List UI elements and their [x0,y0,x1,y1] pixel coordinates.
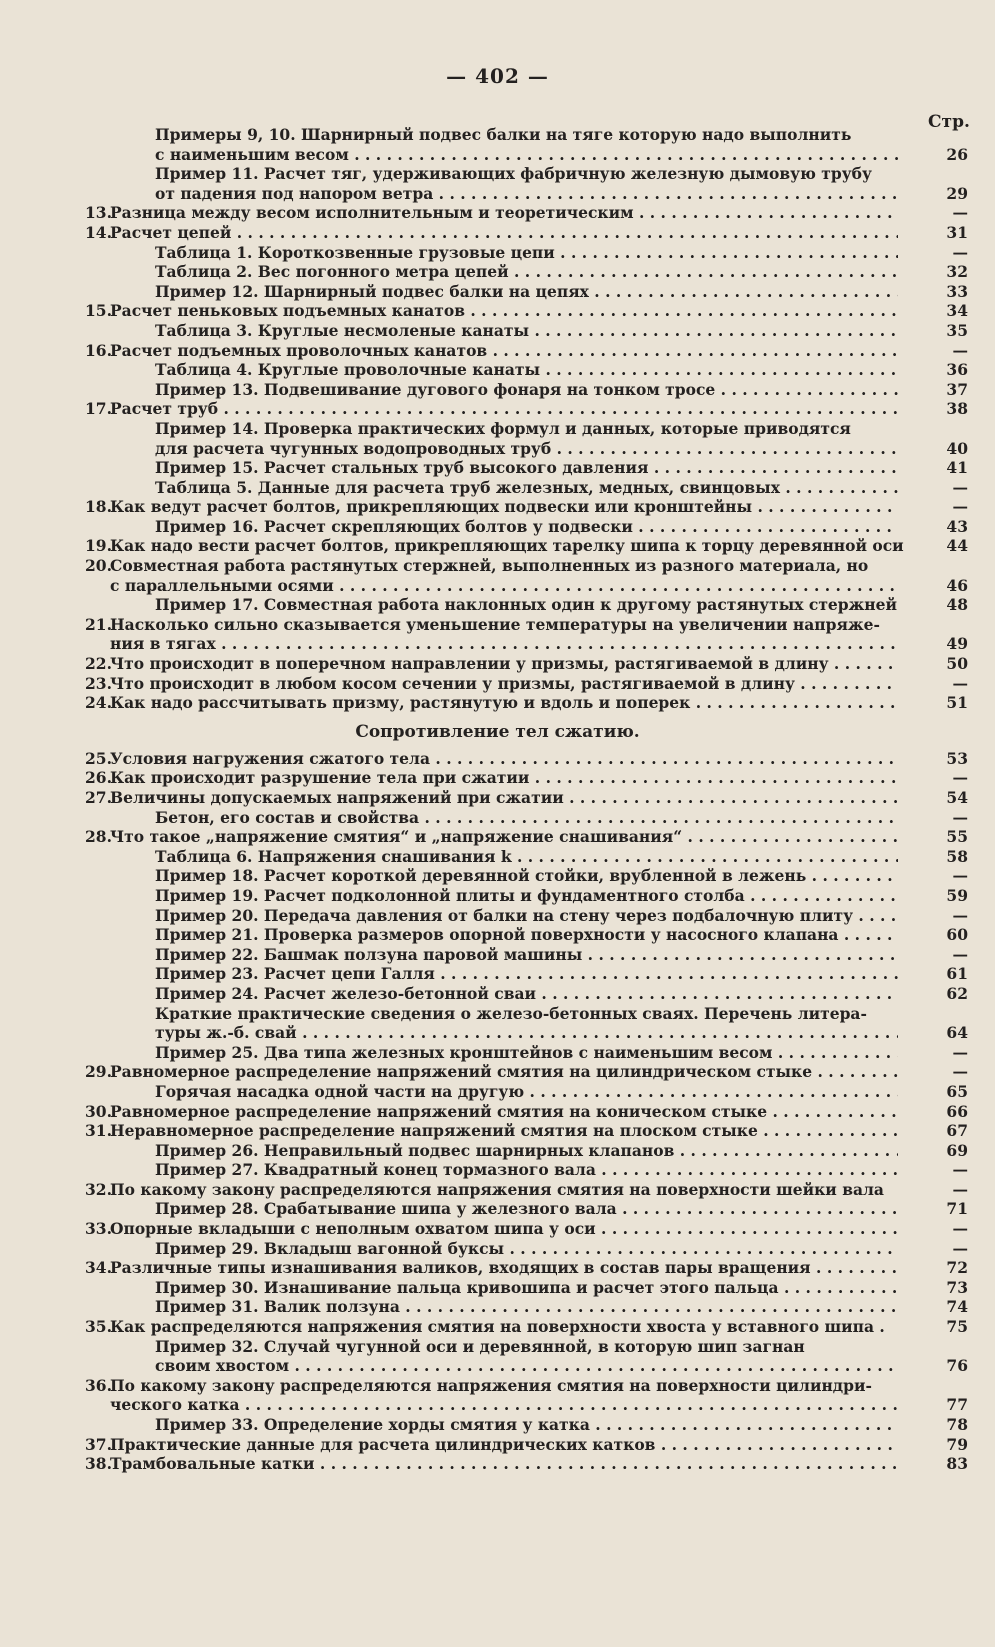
toc-entry [0,1376,995,1396]
toc-entry-page: 69 [946,1140,968,1160]
toc-part-tension [0,125,995,713]
toc-entry-number: 38. [85,1454,112,1474]
toc-entry [0,866,995,886]
toc-entry-title: Пример 12. Шарнирный подвес балки на цепях . . . [155,282,898,302]
toc-entry [0,184,995,204]
toc-entry [0,1180,995,1200]
toc-entry-page: — [952,1160,968,1180]
toc-entry-number: 26. [85,768,112,788]
toc-entry-title: Как распределяются напряжения смятия на поверхности хвоста у вставного шипа . [110,1317,885,1337]
toc-entry-number: 34. [85,1258,112,1278]
toc-entry-title: Таблица 1. Короткозвенные грузовые цепи . . . [155,243,898,263]
toc-entry-line [0,439,898,459]
toc-entry-title: Пример 28. Срабатывание шипа у железного вала . . . [155,1199,898,1219]
toc-entry-page: 54 [946,788,968,807]
toc-entry-title: Краткие практические сведения о железо-бетонных сваях. Перечень литера- [155,1003,867,1023]
toc-entry-page: 66 [946,1101,968,1121]
toc-entry [0,1199,995,1219]
toc-entry-title: Бетон, его состав и свойства . . . [155,808,898,828]
toc-entry-line [0,360,898,380]
toc-entry-page: — [952,340,968,360]
toc-entry-line [0,1454,898,1474]
toc-entry [0,497,995,517]
toc-entry [0,1337,995,1357]
toc-entry-line [0,964,898,984]
toc-entry [0,576,995,596]
toc-entry [0,223,995,243]
toc-entry-number: 23. [85,673,112,693]
toc-entry [0,478,995,498]
toc-entry-title: Как ведут расчет болтов, прикрепляющих подвески или кронштейны . . . [110,497,898,517]
toc-entry-page: 32 [946,262,968,282]
toc-entry-title: По какому закону распределяются напряжения смятия на поверхности цилиндри- [110,1375,872,1395]
toc-entry-number: 14. [85,222,112,242]
toc-entry-line [0,984,898,1004]
toc-entry-line [0,1141,898,1161]
toc-entry-page: 53 [946,748,968,768]
toc-entry-title: Таблица 4. Круглые проволочные канаты . . . [155,360,898,380]
toc-entry-page: 77 [946,1395,968,1415]
toc-entry-line [0,458,898,478]
toc-entry-title: Трамбовальные катки . . . [110,1454,898,1474]
toc-entry-line [0,556,960,576]
toc-entry-page: 58 [946,846,968,866]
toc-entry [0,556,995,576]
toc-entry [0,1454,995,1474]
toc-entry [0,145,995,165]
toc-entry [0,1082,995,1102]
toc-entry [0,517,995,537]
toc-entry-line [0,1102,898,1122]
toc-entry [0,360,995,380]
toc-entry [0,439,995,459]
toc-entry-title: Насколько сильно сказывается уменьшение температуры на увеличении напряже- [110,614,880,634]
toc-entry-page: 36 [946,360,968,380]
toc-entry [0,925,995,945]
toc-entry-page: 73 [946,1277,968,1297]
toc-entry-page: 65 [946,1081,968,1101]
toc-entry-title: Пример 29. Вкладыш вагонной буксы . . . [155,1239,898,1259]
toc-entry-page: 59 [946,885,968,905]
toc-entry [0,1043,995,1063]
toc-entry-title: Таблица 6. Напряжения снашивания k . . . [155,847,898,867]
toc-entry [0,1415,995,1435]
toc-entry-title: Что происходит в любом косом сечении у призмы, растягиваемой в длину . . . [110,674,898,694]
toc-entry-line [0,1043,898,1063]
toc-entry [0,1258,995,1278]
toc-entry [0,262,995,282]
toc-entry-title: с наименьшим весом . . . [155,145,898,165]
toc-entry-title: Пример 26. Неправильный подвес шарнирных клапанов . . . [155,1141,898,1161]
toc-entry [0,615,995,635]
toc-entry-title: Пример 30. Изнашивание пальца кривошипа и расчет этого пальца . . . [155,1278,898,1298]
toc-entry [0,595,995,615]
toc-entry [0,768,995,788]
toc-entry-title: Пример 32. Случай чугунной оси и деревянной, в которую шип загнан [155,1336,805,1356]
toc-entry [0,1356,995,1376]
toc-entry-page: — [952,807,968,827]
toc-entry-page: 78 [946,1415,968,1434]
toc-entry-number: 36. [85,1375,112,1395]
toc-entry-line [0,768,898,788]
toc-entry-line [0,1239,898,1259]
toc-entry-line [0,1297,898,1317]
toc-entry-number: 37. [85,1434,112,1454]
toc-entry [0,125,995,145]
toc-entry-number: 30. [85,1101,112,1121]
toc-entry [0,321,995,341]
toc-entry-page: 55 [946,827,968,847]
toc-entry-title: Расчет подъемных проволочных канатов . . . [110,341,898,361]
toc-entry-line [0,478,898,498]
toc-entry-line [0,1160,898,1180]
toc-entry-number: 13. [85,203,112,223]
toc-entry-page: — [952,242,968,262]
toc-entry-page: 51 [946,693,968,713]
toc-entry-title: Расчет пеньковых подъемных канатов . . . [110,301,898,321]
toc-entry-title: Как надо рассчитывать призму, растянутую и вдоль и поперек . . . [110,693,898,713]
toc-entry-title: ния в тягах . . . [110,634,898,654]
toc-entry [0,1278,995,1298]
toc-entry-line [0,282,898,302]
toc-entry-page: 43 [946,516,968,536]
toc-entry [0,749,995,769]
toc-entry-line [0,380,898,400]
toc-entry-number: 27. [85,788,112,807]
toc-entry-line [0,262,898,282]
toc-entry-number: 25. [85,748,112,768]
toc-entry [0,1297,995,1317]
toc-entry-line [0,1082,898,1102]
toc-entry-number: 15. [85,301,112,321]
toc-entry-line [0,615,960,635]
toc-entry-number: 29. [85,1062,112,1082]
toc-entry [0,282,995,302]
toc-entry-page: 41 [946,458,968,478]
toc-entry-number: 18. [85,497,112,517]
toc-entry [0,458,995,478]
toc-entry-line [0,886,898,906]
toc-entry-page: — [952,1179,968,1199]
toc-entry [0,536,995,556]
toc-entry [0,634,995,654]
toc-entry-page: — [952,1062,968,1082]
toc-entry [0,1395,995,1415]
toc-entry-title: Пример 18. Расчет короткой деревянной стойки, врубленной в лежень . . . [155,866,898,886]
toc-entry-line [0,595,960,615]
toc-entry-page: 38 [946,399,968,419]
toc-entry-page: 60 [946,925,968,945]
toc-entry-page: 46 [946,575,968,595]
toc-entry-title: Таблица 3. Круглые несмоленые канаты . . . [155,321,898,341]
toc-entry [0,984,995,1004]
toc-entry-page: 74 [946,1297,968,1317]
toc-entry-page: 26 [946,144,968,164]
toc-entry-line [0,223,898,243]
toc-entry-page: 76 [946,1356,968,1376]
toc-entry [0,1121,995,1141]
toc-entry [0,380,995,400]
toc-entry-number: 16. [85,340,112,360]
toc-entry-line [0,906,898,926]
toc-entry-title: Как надо вести расчет болтов, прикрепляющих тарелку шипа к торцу деревянной оси [110,536,904,556]
toc-entry [0,964,995,984]
toc-entry-title: Таблица 5. Данные для расчета труб железных, медных, свинцовых . . . [155,478,898,498]
toc-entry-title: Как происходит разрушение тела при сжатии . . . [110,768,898,788]
toc-entry-line [0,1356,898,1376]
toc-entry [0,808,995,828]
toc-entry [0,886,995,906]
toc-entry [0,1160,995,1180]
toc-entry [0,1435,995,1455]
toc-entry-line [0,1435,898,1455]
toc-entry-line [0,788,898,808]
toc-entry-page: — [952,905,968,925]
toc-entry [0,1102,995,1122]
toc-entry-number: 33. [85,1219,112,1239]
toc-entry-line [0,536,960,556]
toc-entry-line [0,1004,960,1024]
toc-entry-number: 17. [85,399,112,419]
toc-entry [0,693,995,713]
toc-entry-line [0,1395,898,1415]
toc-entry [0,1219,995,1239]
toc-entry-line [0,925,898,945]
toc-entry-line [0,419,960,439]
toc-entry-title: Таблица 2. Вес погонного метра цепей . . . [155,262,898,282]
toc-entry [0,654,995,674]
toc-entry-page: 31 [946,222,968,242]
toc-entry-page: — [952,673,968,693]
toc-entry-page: — [952,1042,968,1062]
toc-entry-page: — [952,203,968,223]
toc-entry-page: 72 [946,1258,968,1278]
toc-entry-line [0,1023,898,1043]
toc-entry [0,906,995,926]
toc-entry-title: Пример 17. Совместная работа наклонных один к другому растянутых стержней [155,595,897,615]
toc-entry-number: 19. [85,536,112,556]
toc-entry-title: Пример 13. Подвешивание дугового фонаря на тонком тросе . . . [155,380,898,400]
toc-entry-number: 22. [85,654,112,674]
toc-entry-page: — [952,497,968,517]
toc-entry-page: 29 [946,183,968,203]
toc-entry-title: Пример 31. Валик ползуна . . . [155,1297,898,1317]
toc-entry-title: Пример 23. Расчет цепи Галля . . . [155,964,898,984]
toc-entry-line [0,145,898,165]
toc-entry-page: 83 [946,1454,968,1474]
toc-entry [0,1004,995,1024]
toc-entry-line [0,674,898,694]
toc-entry-page: 79 [946,1434,968,1454]
toc-entry-number: 28. [85,827,112,847]
toc-entry [0,1023,995,1043]
toc-entry-title: Пример 11. Расчет тяг, удерживающих фабричную железную дымовую трубу [155,164,872,184]
page-column-header: Стр. [928,112,970,132]
toc-entry-title: с параллельными осями . . . [110,576,898,596]
toc-entry [0,164,995,184]
toc-entry-title: Разница между весом исполнительным и теоретическим . . . [110,203,898,223]
toc-entry-number: 35. [85,1317,112,1337]
toc-entry-line [0,184,898,204]
toc-entry-line [0,866,898,886]
toc-entry [0,399,995,419]
toc-entry-page: — [952,1238,968,1258]
toc-entry-line [0,301,898,321]
toc-entry [0,1317,995,1337]
toc-entry-page: 61 [946,964,968,984]
toc-entry-line [0,634,898,654]
toc-entry-line [0,827,898,847]
toc-entry-line [0,517,898,537]
toc-entry-title: Расчет труб . . . [110,399,898,419]
toc-entry-title: Пример 14. Проверка практических формул и данных, которые приводятся [155,418,851,438]
toc-entry-number: 20. [85,556,112,576]
toc-entry [0,1141,995,1161]
toc-entry [0,1062,995,1082]
toc-entry-page: 67 [946,1121,968,1141]
toc-entry-line [0,749,898,769]
toc-entry [0,788,995,808]
toc-entry-line [0,125,960,145]
toc-entry-line [0,243,898,263]
toc-entry-title: Совместная работа растянутых стержней, выполненных из разного материала, но [110,556,869,576]
toc-entry [0,847,995,867]
toc-entry-page: 44 [946,536,968,556]
toc-entry [0,419,995,439]
toc-entry-line [0,341,898,361]
table-of-contents [0,125,995,1474]
toc-entry-page: 49 [946,634,968,654]
toc-entry [0,1239,995,1259]
toc-entry-page: 64 [946,1023,968,1043]
toc-entry-title: Пример 33. Определение хорды смятия у катка . . . [155,1415,898,1435]
toc-entry-title: Опорные вкладыши с неполным охватом шипа у оси . . . [110,1219,898,1239]
toc-entry-title: Расчет цепей . . . [110,223,898,243]
toc-entry-page: 35 [946,320,968,340]
toc-entry-line [0,164,960,184]
toc-entry-title: Пример 19. Расчет подколонной плиты и фундаментного столба . . . [155,886,898,906]
toc-entry [0,674,995,694]
toc-entry-line [0,1121,898,1141]
toc-entry-page: — [952,866,968,886]
toc-entry-title: Практические данные для расчета цилиндрических катков . . . [110,1435,898,1455]
toc-entry-title: Примеры 9, 10. Шарнирный подвес балки на тяге которую надо выполнить [155,125,852,144]
toc-entry-page: 62 [946,983,968,1003]
toc-entry-title: туры ж.-б. свай . . . [155,1023,898,1043]
toc-entry-line [0,321,898,341]
toc-part-compression [0,749,995,1474]
toc-entry [0,945,995,965]
toc-entry-line [0,497,898,517]
toc-entry-line [0,847,898,867]
toc-entry-page: 75 [946,1317,968,1337]
toc-entry [0,203,995,223]
toc-entry [0,243,995,263]
toc-entry-page: 40 [946,438,968,458]
toc-entry-line [0,808,898,828]
toc-entry-number: 21. [85,614,112,634]
toc-entry-line [0,1278,898,1298]
toc-entry-title: Пример 21. Проверка размеров опорной поверхности у насосного клапана . . . [155,925,898,945]
toc-entry-line [0,203,898,223]
toc-entry [0,301,995,321]
toc-entry-page: 71 [946,1199,968,1219]
toc-entry-page: 34 [946,301,968,321]
toc-entry-title: для расчета чугунных водопроводных труб . . . [155,439,898,459]
toc-entry-title: Равномерное распределение напряжений смятия на цилиндрическом стыке . . . [110,1062,898,1082]
toc-entry-title: Пример 27. Квадратный конец тормазного вала . . . [155,1160,898,1180]
toc-entry-title: Пример 22. Башмак ползуна паровой машины . . . [155,945,898,965]
toc-entry-line [0,1376,960,1396]
toc-entry-page: — [952,944,968,964]
section-title-compression: Сопротивление тел сжатию. [355,721,640,742]
toc-entry [0,827,995,847]
toc-entry-page: 37 [946,379,968,399]
toc-entry-page: — [952,768,968,788]
toc-entry-line [0,1415,898,1435]
toc-entry-title: Величины допускаемых напряжений при сжатии . . . [110,788,898,808]
toc-entry-title: Неравномерное распределение напряжений смятия на плоском стыке . . . [110,1121,898,1141]
toc-entry-line [0,576,898,596]
toc-entry-line [0,693,898,713]
toc-entry-title: Равномерное распределение напряжений смятия на коническом стыке . . . [110,1102,898,1122]
toc-entry-line [0,1219,898,1239]
toc-entry-title: Условия нагружения сжатого тела . . . [110,749,898,769]
toc-entry-page: — [952,477,968,497]
toc-entry-number: 24. [85,693,112,713]
toc-entry-line [0,945,898,965]
toc-entry-line [0,1062,898,1082]
toc-entry-title: Что такое „напряжение смятия“ и „напряжение снашивания“ . . . [110,827,898,847]
toc-entry-line [0,1317,960,1337]
toc-entry-title: Пример 16. Расчет скрепляющих болтов у подвески . . . [155,517,898,537]
toc-entry-number: 32. [85,1179,112,1199]
toc-entry-title: своим хвостом . . . [155,1356,898,1376]
toc-entry-line [0,1199,898,1219]
toc-entry-title: Пример 24. Расчет железо-бетонной сваи . . . [155,984,898,1004]
toc-entry-number: 31. [85,1121,112,1141]
toc-entry-page: — [952,1219,968,1239]
toc-entry-line [0,1258,898,1278]
toc-entry-title: ческого катка . . . [110,1395,898,1415]
toc-entry-title: По какому закону распределяются напряжения смятия на поверхности шейки вала [110,1179,884,1199]
toc-entry-page: 33 [946,281,968,301]
toc-entry [0,341,995,361]
page-number: — 402 — [446,64,549,88]
toc-entry-title: Пример 25. Два типа железных кронштейнов с наименьшим весом . . . [155,1043,898,1063]
toc-entry-title: Пример 20. Передача давления от балки на стену через подбалочную плиту . . . [155,906,898,926]
toc-entry-title: Различные типы изнашивания валиков, входящих в состав пары вращения . . . [110,1258,898,1278]
toc-entry-title: Что происходит в поперечном направлении у призмы, растягиваемой в длину . . . [110,654,898,674]
toc-entry-page: 50 [946,654,968,674]
toc-entry-page: 48 [946,595,968,615]
toc-entry-title: Пример 15. Расчет стальных труб высокого давления . . . [155,458,898,478]
toc-entry-line [0,654,898,674]
toc-entry-title: от падения под напором ветра . . . [155,184,898,204]
toc-entry-line [0,1337,960,1357]
toc-entry-line [0,1180,960,1200]
toc-entry-line [0,399,898,419]
toc-entry-title: Горячая насадка одной части на другую . . . [155,1082,898,1102]
